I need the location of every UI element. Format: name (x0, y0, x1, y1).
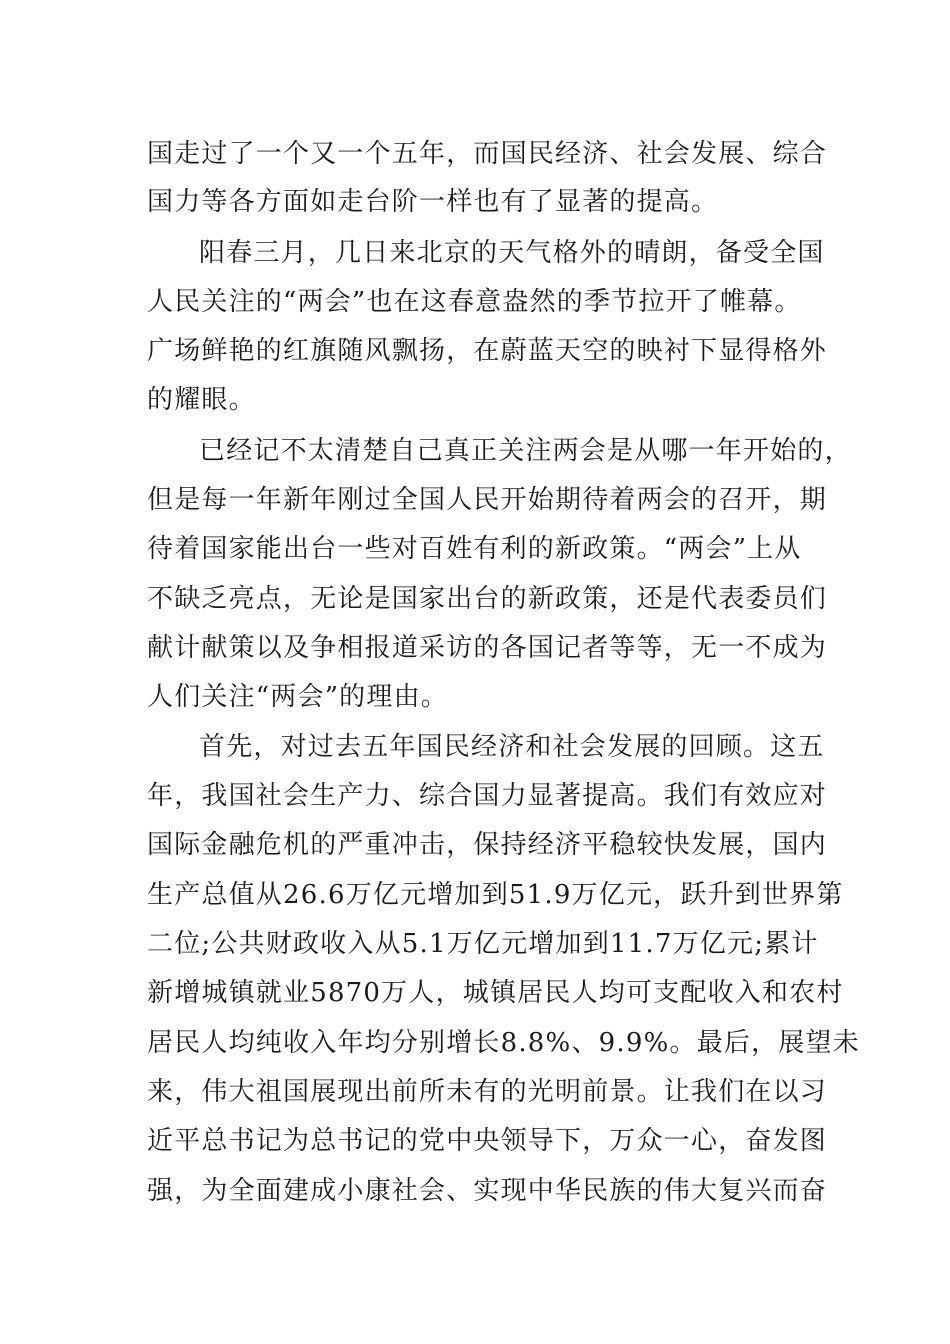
text-line: 居民人均纯收入年均分别增长8.8%、9.9%。最后，展望未 (147, 1028, 860, 1058)
text-line: 国力等各方面如走台阶一样也有了显著的提高。 (147, 187, 719, 217)
text-line: 近平总书记为总书记的党中央领导下，万众一心，奋发图 (147, 1126, 828, 1156)
text-line: 生产总值从26.6万亿元增加到51.9万亿元，跃升到世界第 (147, 880, 844, 910)
text-line: 献计献策以及争相报道采访的各国记者等等，无一不成为 (147, 633, 828, 663)
text-line: 人们关注“两会”的理由。 (147, 682, 448, 712)
text-line: 来，伟大祖国展现出前所未有的光明前景。让我们在以习 (147, 1077, 828, 1107)
text-line: 待着国家能出台一些对百姓有利的新政策。“两会”上从 (147, 534, 802, 564)
text-line: 人民关注的“两会”也在这春意盎然的季节拉开了帷幕。 (147, 287, 802, 317)
paragraph-start-line: 已经记不太清楚自己真正关注两会是从哪一年开始的， (199, 436, 852, 466)
text-line: 二位;公共财政收入从5.1万亿元增加到11.7万亿元;累计 (147, 929, 819, 959)
text-line: 新增城镇就业5870万人，城镇居民人均可支配收入和农村 (147, 978, 844, 1008)
paragraph-start-line: 阳春三月，几日来北京的天气格外的晴朗，备受全国 (199, 238, 825, 268)
text-line: 国际金融危机的严重冲击，保持经济平稳较快发展，国内 (147, 830, 828, 860)
text-line: 国走过了一个又一个五年，而国民经济、社会发展、综合 (147, 139, 828, 169)
text-line: 但是每一年新年刚过全国人民开始期待着两会的召开，期 (147, 485, 828, 515)
text-line: 的耀眼。 (147, 385, 256, 415)
paragraph-start-line: 首先，对过去五年国民经济和社会发展的回顾。这五 (199, 732, 825, 762)
text-line: 年，我国社会生产力、综合国力显著提高。我们有效应对 (147, 781, 828, 811)
text-line: 不缺乏亮点，无论是国家出台的新政策，还是代表委员们 (147, 584, 828, 614)
text-line: 广场鲜艳的红旗随风飘扬，在蔚蓝天空的映衬下显得格外 (147, 336, 828, 366)
text-line: 强，为全面建成小康社会、实现中华民族的伟大复兴而奋 (147, 1176, 828, 1206)
